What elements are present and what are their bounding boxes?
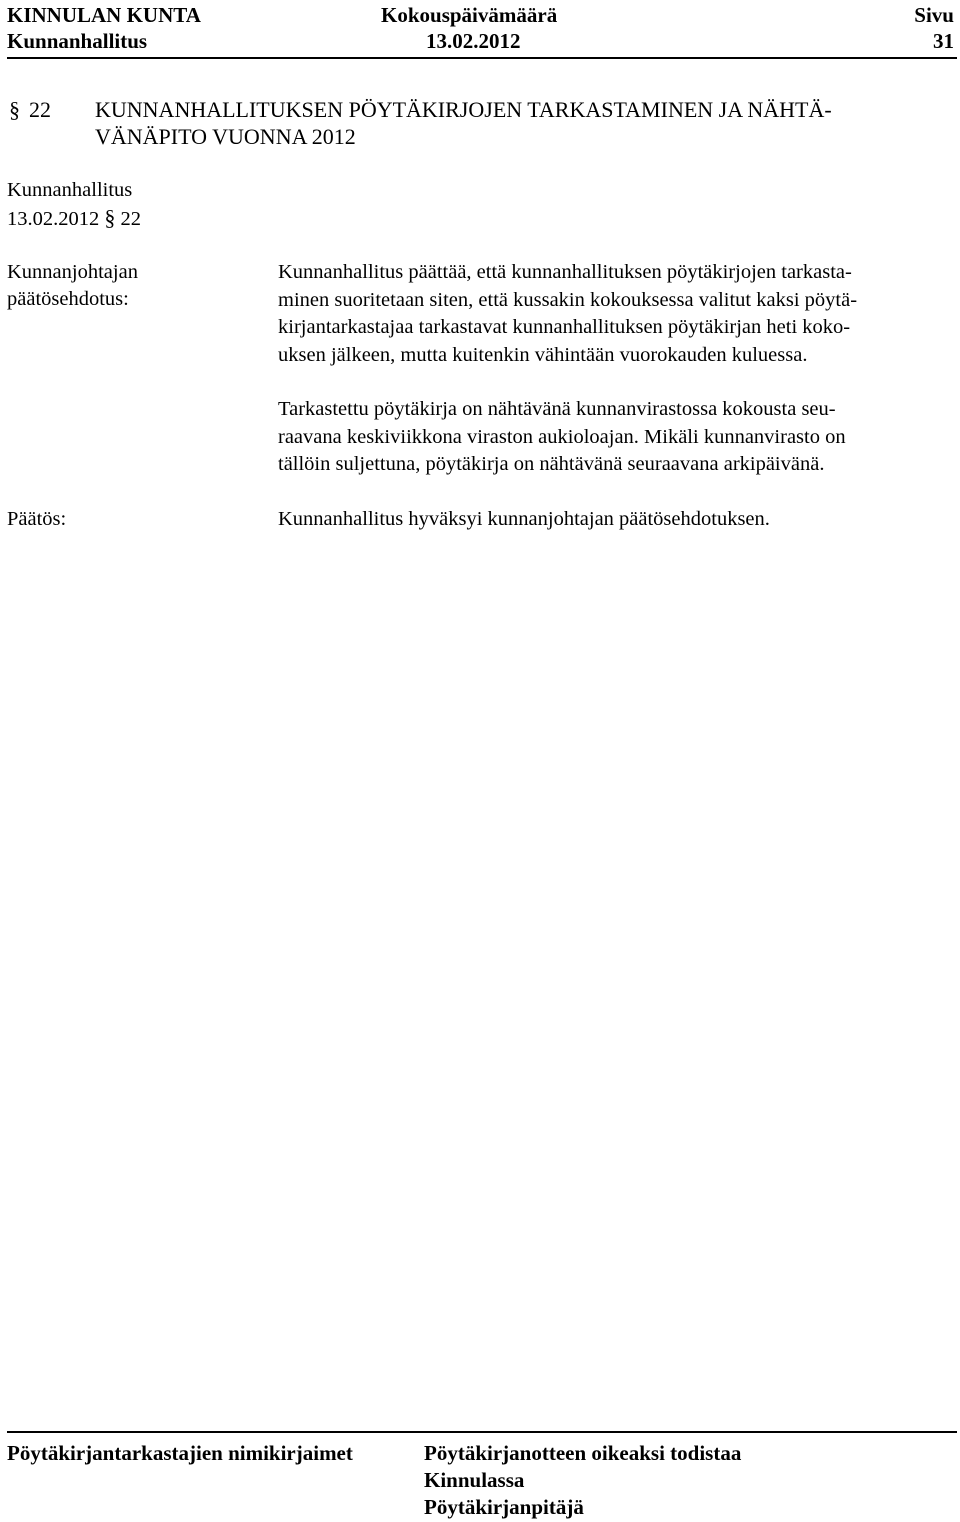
proposal-label-line2: päätösehdotus: <box>7 288 129 310</box>
proposal-p1-line: uksen jälkeen, mutta kuitenkin vähintään vuorokauden kuluessa. <box>278 343 808 366</box>
decision-label: Päätös: <box>7 508 67 530</box>
reference-section-sign: § <box>104 205 116 230</box>
header-rule <box>7 57 957 59</box>
proposal-p1-line: kirjantarkastajaa tarkastavat kunnanhallituksen pöytäkirjan heti koko- <box>278 316 851 338</box>
item-title-line2: VÄNÄPITO VUONNA 2012 <box>95 124 356 149</box>
proposal-p2-line: raavana keskiviikkona viraston aukioloajan. Mikäli kunnanvirasto on <box>278 425 846 448</box>
reference-body: Kunnanhallitus <box>7 179 133 201</box>
proposal-p2-line: Tarkastettu pöytäkirja on nähtävänä kunnanvirastossa kokousta seu- <box>278 398 836 420</box>
item-number: 22 <box>29 97 51 122</box>
header-date-label: Kokouspäivämäärä <box>381 3 558 27</box>
decision-text: Kunnanhallitus hyväksyi kunnanjohtajan päätösehdotuksen. <box>278 508 770 530</box>
reference-date: 13.02.2012 <box>7 208 100 230</box>
proposal-p1-line: Kunnanhallitus päättää, että kunnanhallituksen pöytäkirjojen tarkasta- <box>278 261 852 283</box>
footer-certify-label: Pöytäkirjanotteen oikeaksi todistaa <box>424 1441 742 1465</box>
footer-rule <box>7 1431 957 1433</box>
header-page-number: 31 <box>933 29 954 53</box>
footer-place: Kinnulassa <box>424 1468 525 1492</box>
header-org: KINNULAN KUNTA <box>7 3 201 27</box>
item-section-sign: § <box>9 97 20 122</box>
footer-initials-label: Pöytäkirjantarkastajien nimikirjaimet <box>7 1441 353 1465</box>
reference-line <box>7 204 141 234</box>
footer-secretary-label: Pöytäkirjanpitäjä <box>424 1495 584 1519</box>
proposal-paragraph-2 <box>278 396 846 479</box>
proposal-paragraph-1 <box>278 259 857 369</box>
item-title-line1: KUNNANHALLITUKSEN PÖYTÄKIRJOJEN TARKASTAMINEN JA NÄHTÄ- <box>95 97 832 122</box>
proposal-p1-line: minen suoritetaan siten, että kussakin kokouksessa valitut kaksi pöytä- <box>278 288 858 311</box>
proposal-p2-line: tällöin suljettuna, pöytäkirja on nähtävänä seuraavana arkipäivänä. <box>278 453 825 475</box>
header-body: Kunnanhallitus <box>7 29 148 53</box>
header-page-label: Sivu <box>914 3 954 27</box>
proposal-label-line1: Kunnanjohtajan <box>7 261 138 283</box>
header-date: 13.02.2012 <box>426 29 521 53</box>
reference-number: 22 <box>120 208 141 230</box>
